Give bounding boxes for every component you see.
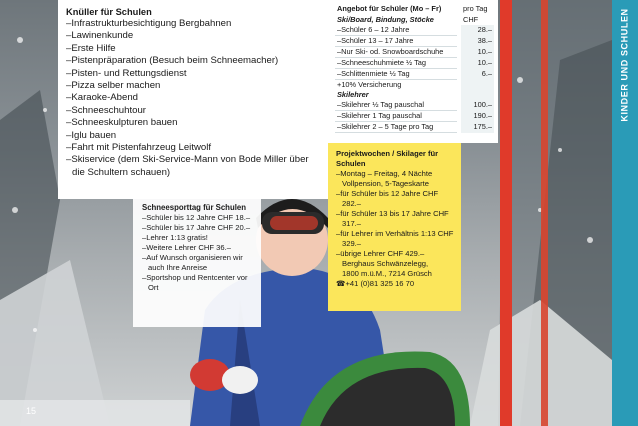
list-item: –Erste Hilfe — [66, 42, 116, 54]
projekt-list — [336, 169, 455, 279]
list-item: –Fahrt mit Pistenfahrzeug Leitwolf — [66, 142, 212, 154]
list-item: –für Schüler bis 12 Jahre CHF 282.– — [336, 189, 439, 208]
row-label: –Schneeschuhmiete ½ Tag — [335, 57, 459, 68]
projekt-panel — [328, 143, 461, 311]
row-price: 10.– — [459, 46, 494, 57]
list-item: –Iglu bauen — [66, 129, 117, 141]
row-price: 6.– — [459, 68, 494, 79]
table-subheader-label: Ski/Board, Bindung, Stöcke — [337, 14, 434, 24]
table-row — [335, 46, 494, 57]
projekt-title: Projektwochen / Skilager für Schulen — [336, 149, 439, 168]
knueller-panel — [58, 0, 328, 199]
row-price: 190.– — [459, 111, 494, 122]
knueller-list — [66, 18, 320, 179]
list-item: –für Lehrer im Verhältnis 1:13 CHF 329.– — [336, 229, 454, 248]
list-item: –Schüler bis 17 Jahre CHF 20.– — [142, 223, 251, 232]
table-header-row — [335, 4, 494, 14]
list-item: –Auf Wunsch organisieren wir auch Ihre Anreise — [142, 253, 243, 272]
table-header-unit: pro Tag — [459, 4, 494, 14]
table-subheader-row — [335, 14, 494, 24]
list-item: –Infrastrukturbesichtigung Bergbahnen — [66, 18, 232, 29]
row-label: –Skilehrer ½ Tag pauschal — [335, 100, 459, 111]
table-row — [335, 57, 494, 68]
row-price-empty — [459, 79, 494, 90]
list-item: –Pisten- und Rettungsdienst — [66, 67, 187, 79]
list-item: –Montag – Freitag, 4 Nächte Vollpension, 5-Tageskarte — [336, 169, 433, 188]
table-subheader-label: Skilehrer — [337, 89, 369, 99]
list-item: –Pizza selber machen — [66, 80, 161, 92]
row-label: –Nur Ski- od. Snowboardschuhe — [335, 46, 459, 57]
table-row — [335, 35, 494, 46]
list-item: –Pistenpräparation (Besuch beim Schneemacher) — [66, 55, 279, 67]
table-row — [335, 111, 494, 122]
table-subheader-row — [335, 90, 494, 100]
list-item: –Schneeskulpturen bauen — [66, 117, 178, 129]
phone-number: ☎+41 (0)81 325 16 70 — [336, 279, 415, 288]
row-price: 28.– — [459, 25, 494, 36]
address-line: Berghaus Schwänzelegg, — [342, 259, 429, 268]
row-price: 10.– — [459, 57, 494, 68]
table-row — [335, 122, 494, 133]
sporttag-panel — [133, 199, 261, 327]
row-label: –Skilehrer 1 Tag pauschal — [335, 111, 459, 122]
table-note-row — [335, 79, 494, 90]
table-header-label: Angebot für Schüler (Mo – Fr) — [337, 4, 442, 14]
row-price: 38.– — [459, 35, 494, 46]
sporttag-list — [142, 213, 255, 293]
list-item: –Karaoke-Abend — [66, 92, 139, 104]
angebot-panel — [328, 0, 498, 143]
table-row — [335, 100, 494, 111]
section-sidebar-label-wrap — [612, 0, 638, 130]
knueller-title: Knüller für Schulen — [66, 7, 152, 17]
list-item: –übrige Lehrer CHF 429.– — [336, 249, 425, 258]
row-price: 100.– — [459, 100, 494, 111]
table-row — [335, 68, 494, 79]
list-item: –Lawinenkunde — [66, 30, 134, 42]
row-price-empty — [459, 90, 494, 100]
sporttag-title: Schneesporttag für Schulen — [142, 203, 246, 212]
list-item: –Skiservice (dem Ski-Service-Mann von Bode Miller über die Schultern schauen) — [66, 154, 309, 178]
row-label: –Schlittenmiete ½ Tag — [335, 68, 459, 79]
address-line: 1800 m.ü.M., 7214 Grüsch — [342, 269, 432, 278]
row-label: –Schüler 13 – 17 Jahre — [335, 35, 459, 46]
page-number: 15 — [26, 406, 37, 416]
list-item: –für Schüler 13 bis 17 Jahre CHF 317.– — [336, 209, 449, 228]
list-item: –Schüler bis 12 Jahre CHF 18.– — [142, 213, 251, 222]
price-table — [335, 4, 494, 133]
table-row — [335, 25, 494, 36]
list-item: –Lehrer 1:13 gratis! — [142, 233, 208, 242]
insurance-note: +10% Versicherung — [337, 79, 402, 89]
list-item: –Sportshop und Rentcenter vor Ort — [142, 273, 248, 292]
section-label: KINDER UND SCHULEN — [620, 8, 630, 122]
list-item: –Schneeschuhtour — [66, 104, 147, 116]
table-subheader-currency: CHF — [459, 14, 494, 24]
row-price: 175.– — [459, 122, 494, 133]
row-label: –Schüler 6 – 12 Jahre — [335, 25, 459, 36]
row-label: –Skilehrer 2 – 5 Tage pro Tag — [335, 122, 459, 133]
list-item: –Weitere Lehrer CHF 36.– — [142, 243, 231, 252]
